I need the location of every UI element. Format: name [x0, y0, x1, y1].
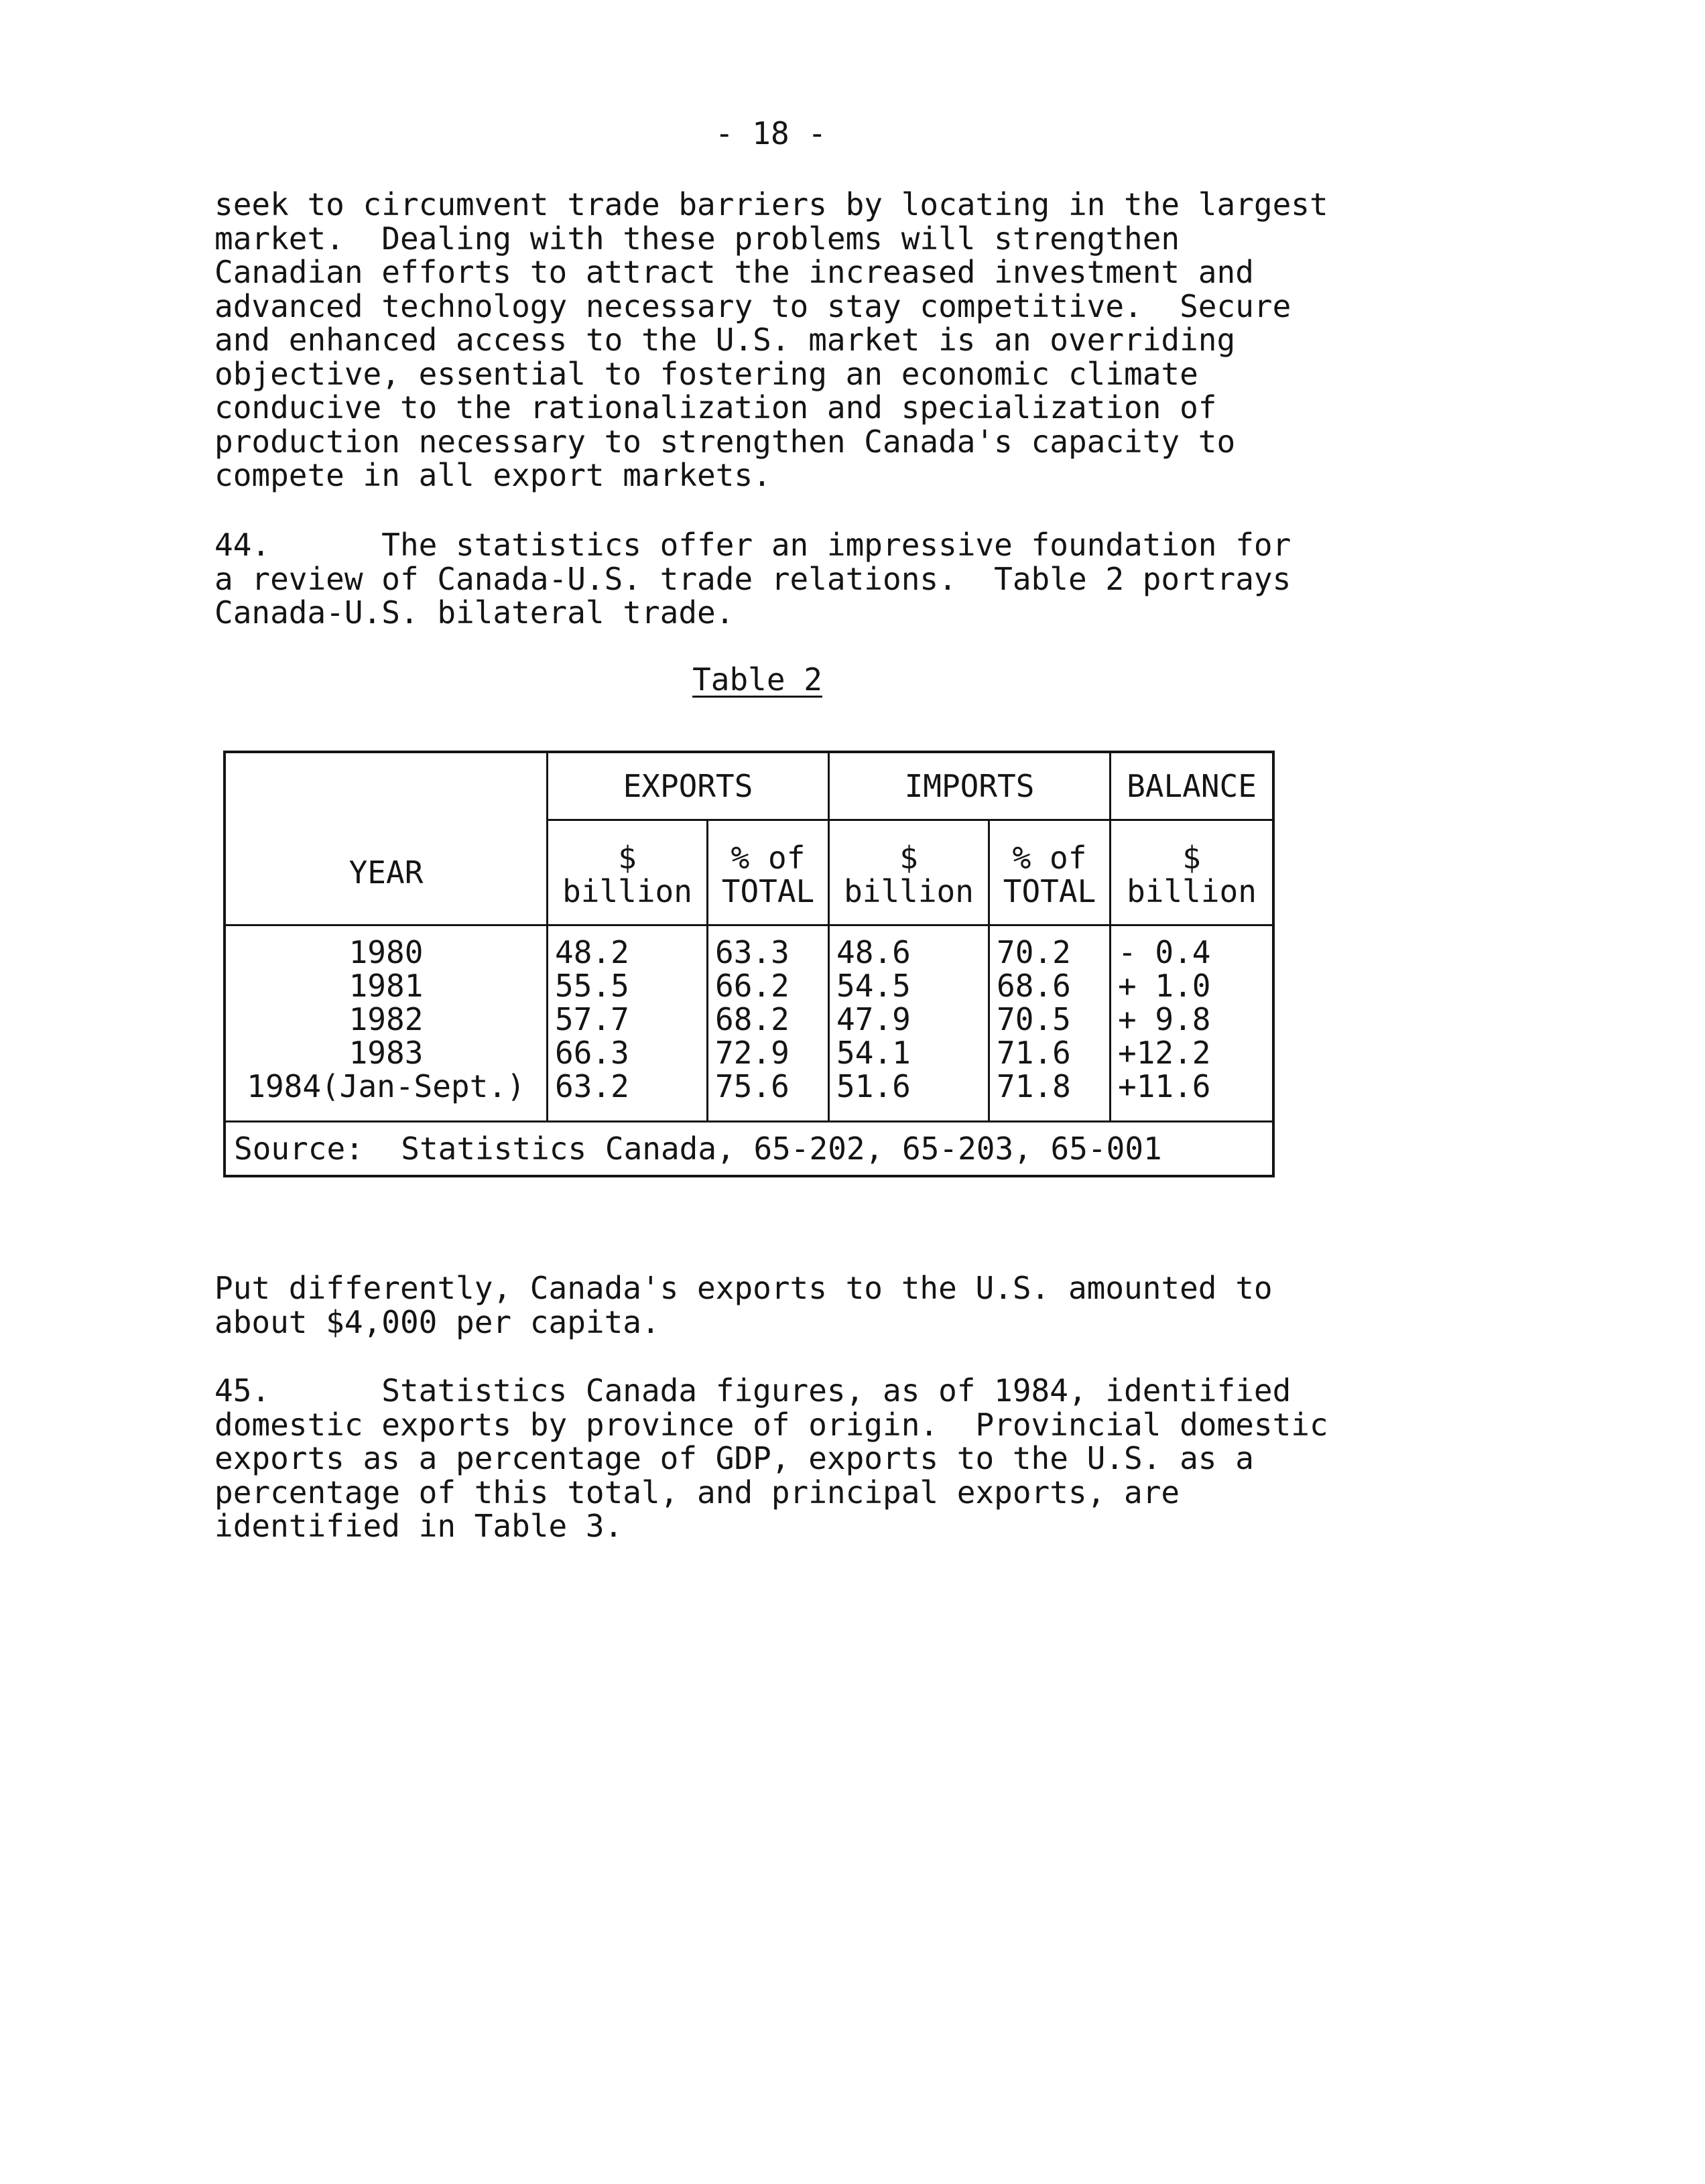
table-body	[225, 925, 1273, 1122]
year-header: YEAR	[225, 752, 548, 925]
exports-header: EXPORTS	[548, 752, 829, 820]
table-row	[225, 969, 1273, 1003]
exports-billion-cell: 48.2	[548, 925, 708, 970]
imports-pct-cell: 71.6	[989, 1036, 1111, 1070]
exports-pct-cell: 72.9	[708, 1036, 829, 1070]
balance-cell: +11.6	[1111, 1070, 1274, 1122]
exports-billion-cell: 66.3	[548, 1036, 708, 1070]
imports-billion-cell: 47.9	[829, 1003, 989, 1036]
exports-billion-cell: 63.2	[548, 1070, 708, 1122]
imports-pct-cell: 71.8	[989, 1070, 1111, 1122]
balance-cell: + 1.0	[1111, 969, 1274, 1003]
year-cell: 1984(Jan-Sept.)	[225, 1070, 548, 1122]
imports-billion-cell: 54.1	[829, 1036, 989, 1070]
exports-pct-cell: 63.3	[708, 925, 829, 970]
paragraph-intro: seek to circumvent trade barriers by locating in the largest market. Dealing with these problems will strengthen Canadian efforts to attract the increased investment and advanced technology necessary to stay competitive. Secure and enhanced access to the U.S. market is an overriding objective, essential to fostering an economic climate conducive to the rationalization and specialization of production necessary to strengthen Canada's capacity to compete in all export markets.	[214, 186, 1328, 493]
exports-billion-cell: 57.7	[548, 1003, 708, 1036]
paragraph-44: 44. The statistics offer an impressive foundation for a review of Canada-U.S. trade relations. Table 2 portrays Canada-U.S. bilateral trade.	[214, 527, 1291, 631]
imports-billion-header: $ billion	[829, 820, 989, 925]
year-cell: 1981	[225, 969, 548, 1003]
exports-billion-cell: 55.5	[548, 969, 708, 1003]
imports-pct-cell: 70.2	[989, 925, 1111, 970]
balance-header: BALANCE	[1111, 752, 1274, 820]
table-caption: Table 2	[692, 661, 822, 698]
year-cell: 1980	[225, 925, 548, 970]
balance-billion-header: $ billion	[1111, 820, 1274, 925]
exports-pct-cell: 68.2	[708, 1003, 829, 1036]
imports-pct-cell: 70.5	[989, 1003, 1111, 1036]
table-row	[225, 1036, 1273, 1070]
imports-billion-cell: 51.6	[829, 1070, 989, 1122]
balance-cell: +12.2	[1111, 1036, 1274, 1070]
exports-pct-cell: 66.2	[708, 969, 829, 1003]
imports-pct-cell: 68.6	[989, 969, 1111, 1003]
balance-cell: - 0.4	[1111, 925, 1274, 970]
imports-billion-cell: 48.6	[829, 925, 989, 970]
table-source: Source: Statistics Canada, 65-202, 65-203, 65-001	[225, 1122, 1273, 1177]
paragraph-45: 45. Statistics Canada figures, as of 1984, identified domestic exports by province of origin. Provincial domestic exports as a percentage of GDP, exports to the U.S. as a percentage of this total, and principal exports, are identified in Table 3.	[214, 1372, 1328, 1544]
exports-billion-header: $ billion	[548, 820, 708, 925]
trade-table	[223, 751, 1275, 1177]
page-number: - 18 -	[714, 115, 827, 151]
imports-billion-cell: 54.5	[829, 969, 989, 1003]
table-row	[225, 1003, 1273, 1036]
year-cell: 1982	[225, 1003, 548, 1036]
table-row	[225, 1070, 1273, 1122]
table-row	[225, 925, 1273, 970]
imports-header: IMPORTS	[829, 752, 1111, 820]
paragraph-per-capita: Put differently, Canada's exports to the U.S. amounted to about $4,000 per capita.	[214, 1270, 1273, 1340]
year-cell: 1983	[225, 1036, 548, 1070]
exports-pct-cell: 75.6	[708, 1070, 829, 1122]
balance-cell: + 9.8	[1111, 1003, 1274, 1036]
imports-pct-header: % of TOTAL	[989, 820, 1111, 925]
exports-pct-header: % of TOTAL	[708, 820, 829, 925]
